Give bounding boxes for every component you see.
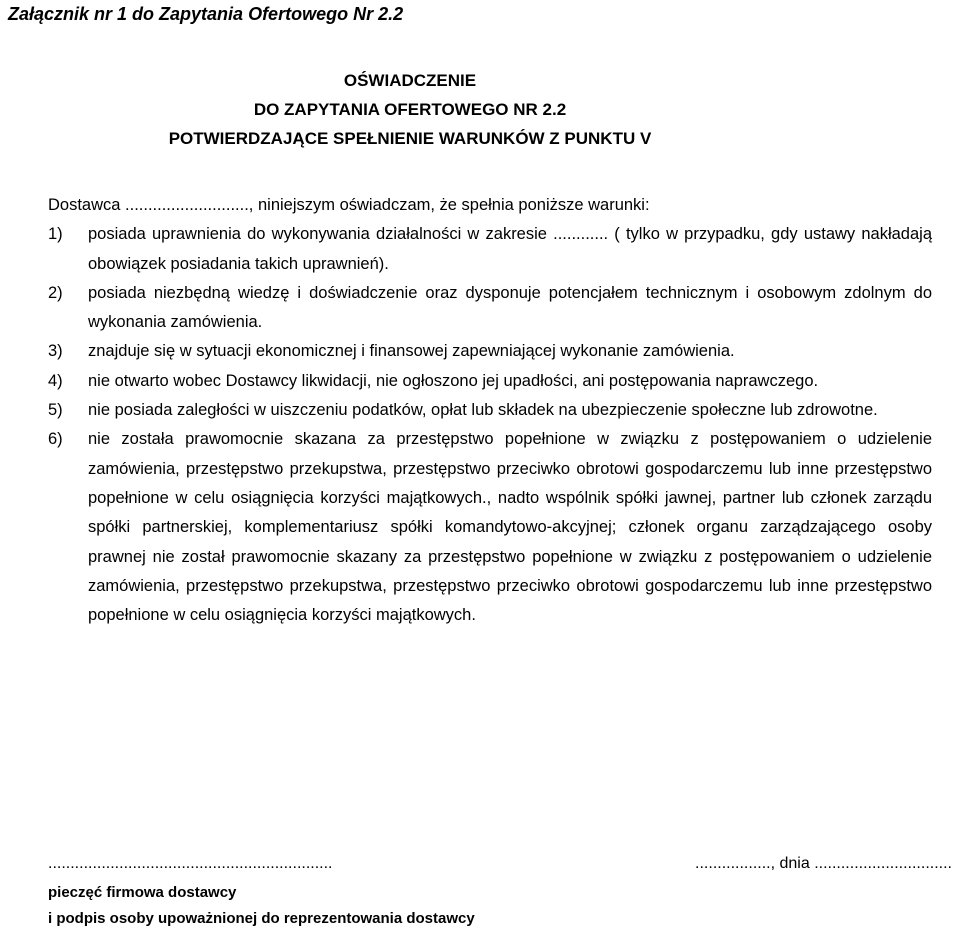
conditions-list [48,220,932,630]
condition-number: 2) [48,283,63,302]
date-line: ................., dnia ............................... [695,855,952,872]
signature-line: ................................................................ [48,855,333,872]
condition-text: nie otwarto wobec Dostawcy likwidacji, nie ogłoszono jej upadłości, ani postępowania naprawczego. [88,371,819,390]
condition-number: 6) [48,430,63,449]
condition-text: posiada uprawnienia do wykonywania działalności w zakresie ............ ( tylko w przypadku, gdy ustawy nakładają obowiązek posiadania takich uprawnień). [88,225,932,273]
declaration-body [48,191,932,630]
stamp-label: pieczęć firmowa dostawcy [48,884,237,901]
title-line-1: OŚWIADCZENIE [343,71,477,90]
condition-item [48,396,932,425]
condition-number: 4) [48,371,63,390]
document-title [0,66,820,153]
intro-sentence: Dostawca ..........................., niniejszym oświadczam, że spełnia poniższe warunki: [48,196,650,214]
condition-item [48,367,932,396]
condition-number: 3) [48,342,63,361]
title-line-2: DO ZAPYTANIA OFERTOWEGO NR 2.2 [253,100,567,119]
condition-item [48,425,932,630]
attachment-title: Załącznik nr 1 do Zapytania Ofertowego Nr 2.2 [8,4,404,24]
title-line-3: POTWIERDZAJĄCE SPEŁNIENIE WARUNKÓW Z PUNKTU V [168,129,652,148]
signature-label: i podpis osoby upoważnionej do reprezentowania dostawcy [48,910,475,927]
condition-item [48,279,932,338]
condition-text: znajduje się w sytuacji ekonomicznej i finansowej zapewniającej wykonanie zamówienia. [88,342,735,361]
condition-text: nie została prawomocnie skazana za przestępstwo popełnione w związku z postępowaniem o udzielenie zamówienia, przestępstwo przekupstwa, przestępstwo przeciwko obrotowi gospodarczemu lub inne przestępstwo popełnione w celu osiągnięcia korzyści majątkowych., nadto wspólnik spółki jawnej, partner lub członek zarządu spółki partnerskiej, komplementariusz spółki komandytowo-akcyjnej; członek organu zarządzającego osoby prawnej nie został prawomocnie skazany za przestępstwo popełnione w związku z postępowaniem o udzielenie zamówienia, przestępstwo przekupstwa, przestępstwo przeciwko obrotowi gospodarczemu lub inne przestępstwo popełnione w celu osiągnięcia korzyści majątkowych. [88,430,932,625]
condition-text: nie posiada zaległości w uiszczeniu podatków, opłat lub składek na ubezpieczenie społeczne lub zdrowotne. [88,401,878,420]
condition-text: posiada niezbędną wiedzę i doświadczenie oraz dysponuje potencjałem technicznym i osobowym zdolnym do wykonania zamówienia. [88,283,932,332]
condition-number: 1) [48,225,63,244]
condition-item [48,337,932,366]
condition-number: 5) [48,401,63,420]
condition-item [48,220,932,279]
